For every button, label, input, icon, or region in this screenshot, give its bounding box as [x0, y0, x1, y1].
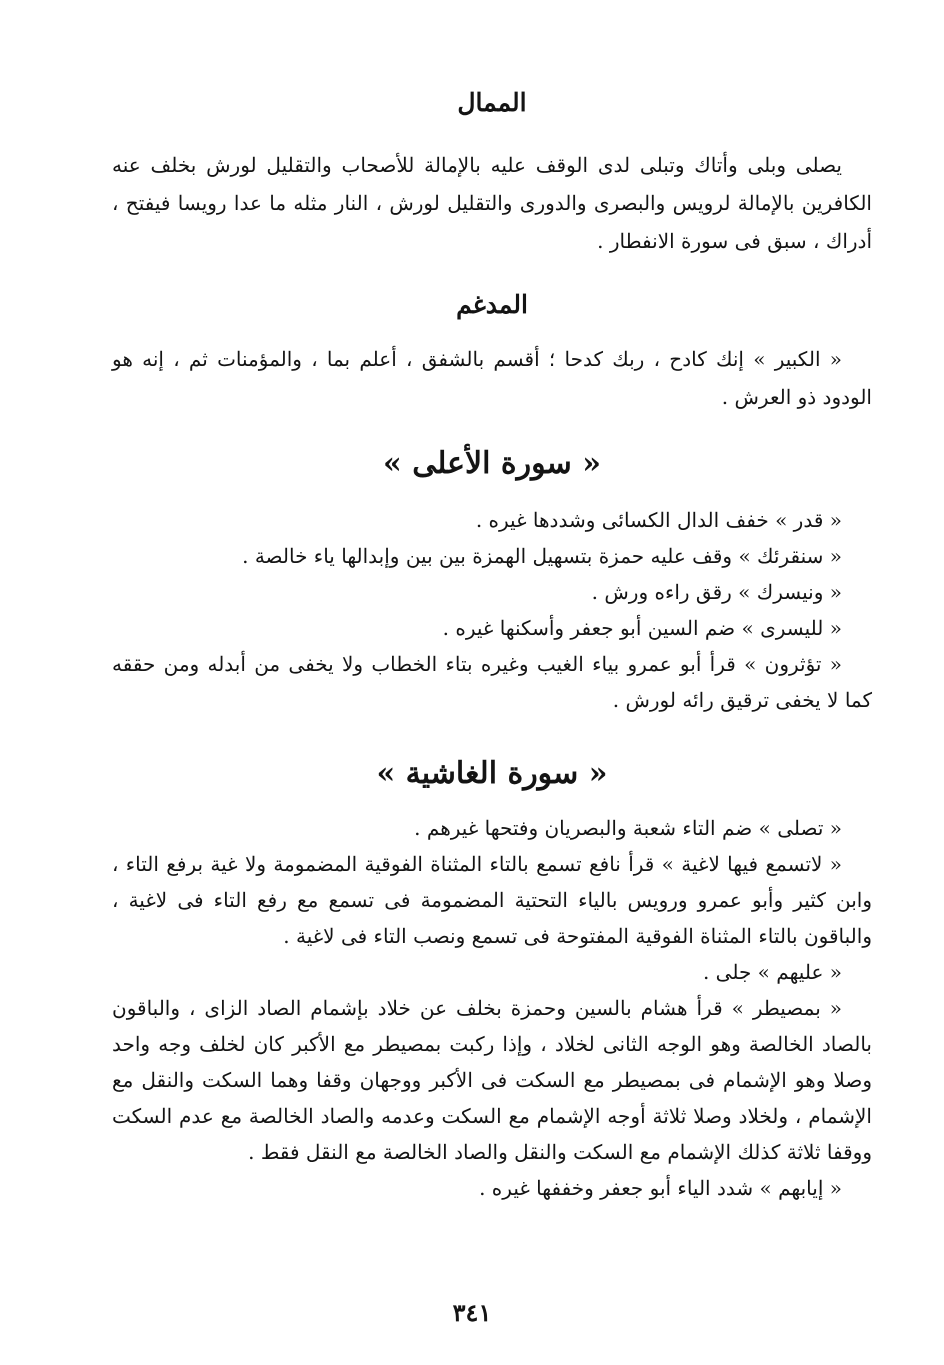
mudgham-paragraph: « الكبير » إنك كادح ، ربك كدحا ؛ أقسم بالشفق ، أعلم بما ، والمؤمنات ثم ، إنه هو الودود ذو العرش .: [112, 347, 872, 409]
mal-paragraph: يصلى وبلى وأتاك وتبلى لدى الوقف عليه بالإمالة للأصحاب والتقليل لورش بخلف عنه الكافرين بالإمالة لرويس والبصرى والدورى والتقليل لورش ، النار مثله ما عدا رويسا فيفتح ، أدراك ، سبق فى سورة الانفطار .: [112, 153, 872, 253]
al-ala-line: « قدر » خفف الدال الكسائى وشددها غيره .: [475, 508, 842, 532]
page-number: ٣٤١: [452, 1298, 492, 1327]
surah-title-al-ala: « سورة الأعلى »: [383, 446, 601, 481]
al-ala-line: « سنقرئك » وقف عليه حمزة بتسهيل الهمزة بين بين وإبدالها ياء خالصة .: [242, 544, 842, 568]
al-ghashiya-line: « عليهم » جلى .: [702, 960, 842, 984]
section-heading-mal: الممال: [457, 88, 527, 117]
surah-title-al-ghashiya: « سورة الغاشية »: [376, 756, 608, 791]
mudgham-text-block: [112, 340, 872, 416]
al-ala-line: « تؤثرون » قرأ أبو عمرو بياء الغيب وغيره بتاء الخطاب ولا يخفى من أبدله ومن حققه كما لا يخفى ترقيق رائه لورش .: [112, 652, 872, 712]
al-ala-line: « لليسرى » ضم السين أبو جعفر وأسكنها غيره .: [442, 616, 842, 640]
al-ala-line: « ونيسرك » رقق راءه ورش .: [591, 580, 842, 604]
al-ghashiya-line: « بمصيطر » قرأ هشام بالسين وحمزة بخلف عن خلاد بإشمام الصاد الزاى ، والباقون بالصاد الخالصة وهو الوجه الثانى لخلاد ، وإذا ركبت بمصيطر مع الأكبر كان لخلف وجه واحد وصلا وهو الإشمام فى بمصيطر مع السكت فى الأكبر ووجهان وقفا وهما السكت والنقل مع الإشمام ، ولخلاد وصلا ثلاثة أوجه الإشمام مع السكت وعدمه والصاد الخالصة مع عدم السكت ووقفا ثلاثة كذلك الإشمام مع السكت والنقل والصاد الخالصة مع النقل فقط .: [112, 996, 872, 1164]
mal-text-block: [112, 146, 872, 260]
al-ghashiya-line: « تصلى » ضم التاء شعبة والبصريان وفتحها غيرهم .: [414, 816, 842, 840]
al-ghashiya-line: « إيابهم » شدد الياء أبو جعفر وخففها غيره .: [479, 1176, 842, 1200]
al-ala-text-block: [112, 502, 872, 718]
section-heading-mudgham: المدغم: [456, 290, 528, 319]
al-ghashiya-line: « لاتسمع فيها لاغية » قرأ نافع تسمع بالتاء المثناة الفوقية المضمومة ولا غية برفع التاء ، وابن كثير وأبو عمرو ورويس بالياء التحتية المضمومة فى تسمع مع رفع التاء فى لاغية ، والباقون بالتاء المثناة الفوقية المفتوحة فى تسمع ونصب التاء فى لاغية .: [112, 852, 872, 948]
al-ghashiya-text-block: [112, 810, 872, 1206]
